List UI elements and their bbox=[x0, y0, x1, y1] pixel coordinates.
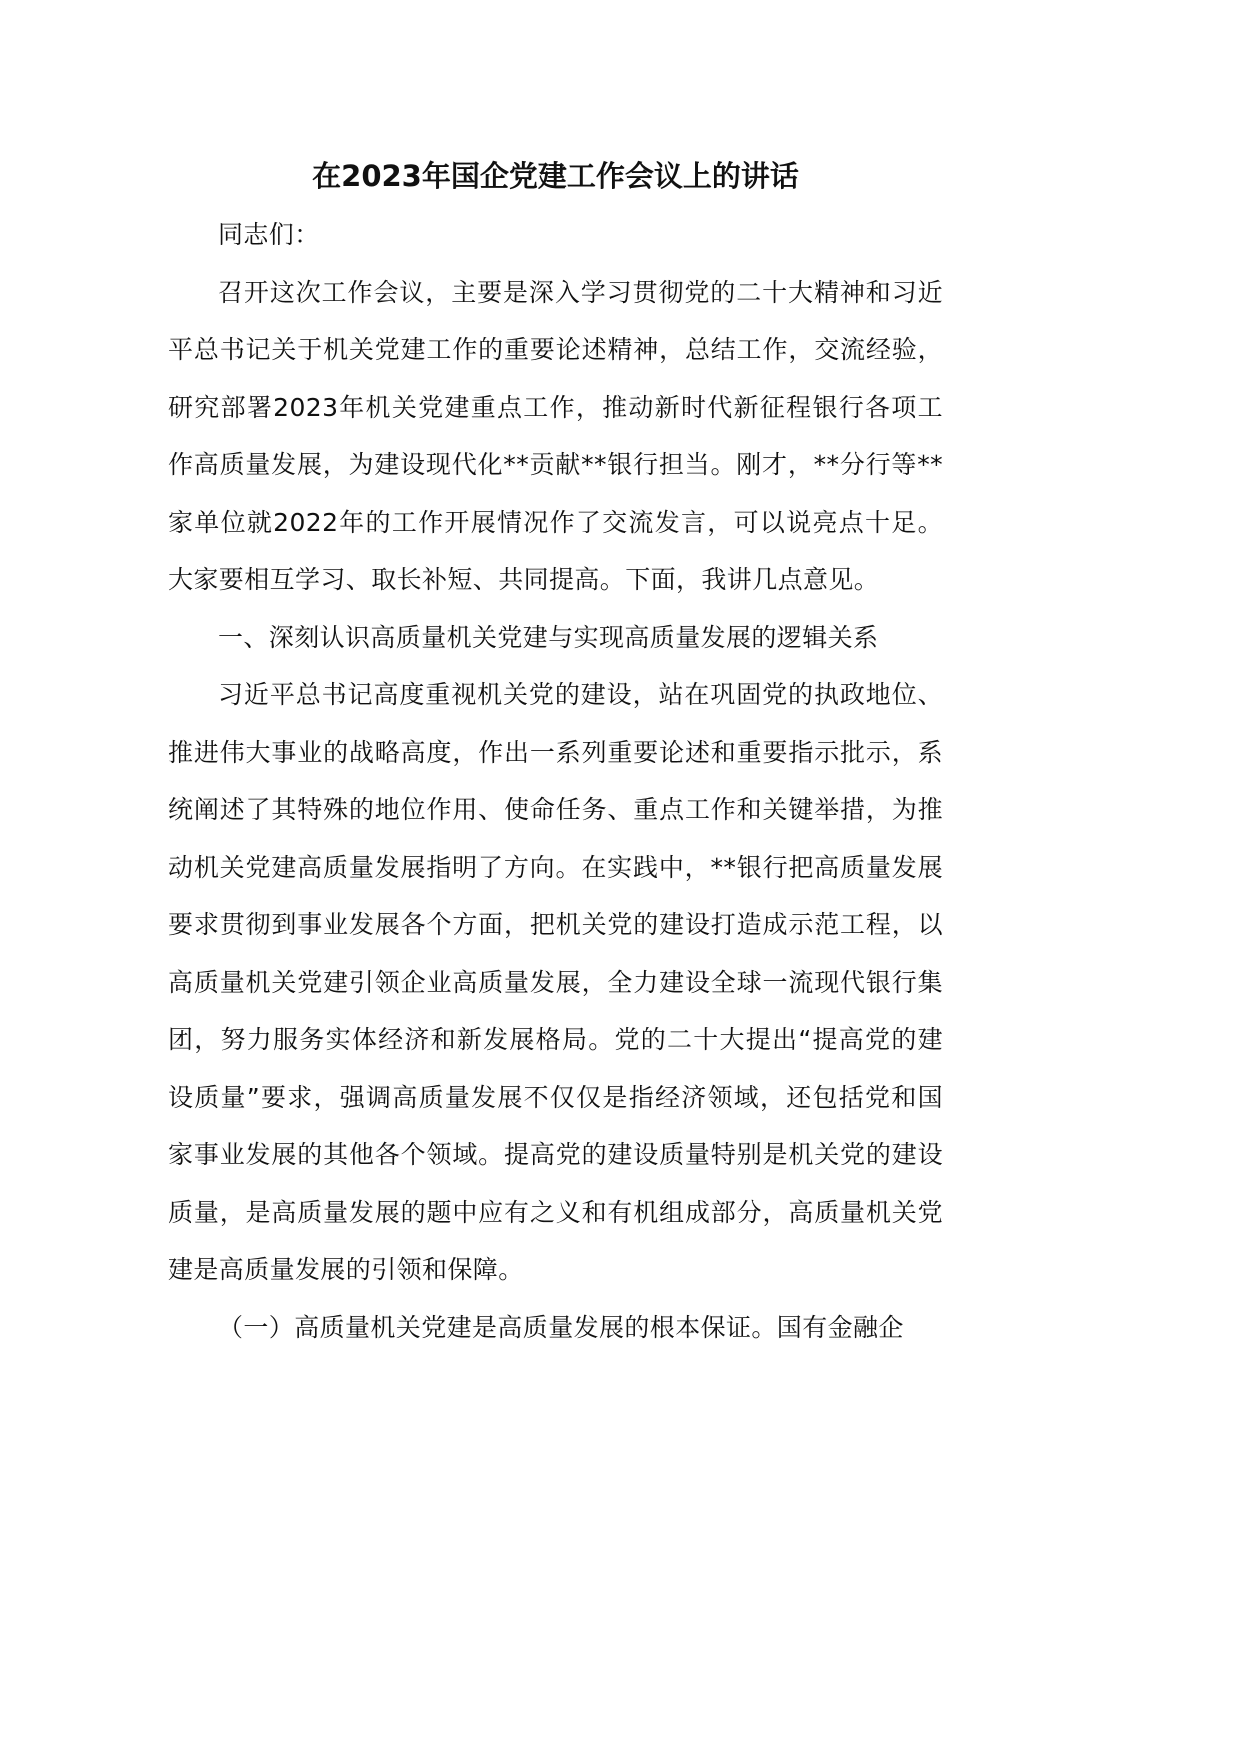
intro-paragraph: 召开这次工作会议，主要是深入学习贯彻党的二十大精神和习近平总书记关于机关党建工作的重要论述精神，总结工作，交流经验，研究部署2023年机关党建重点工作，推动新时代新征程银行各项工作高质量发展，为建设现代化**贡献**银行担当。刚才，**分行等**家单位就2022年的工作开展情况作了交流发言，可以说亮点十足。大家要相互学习、取长补短、共同提高。下面，我讲几点意见。 bbox=[168, 277, 943, 594]
salutation: 同志们： bbox=[218, 220, 320, 249]
body-paragraph: 习近平总书记高度重视机关党的建设，站在巩固党的执政地位、推进伟大事业的战略高度，作出一系列重要论述和重要指示批示，系统阐述了其特殊的地位作用、使命任务、重点工作和关键举措，为推动机关党建高质量发展指明了方向。在实践中，**银行把高质量发展要求贯彻到事业发展各个方面，把机关党的建设打造成示范工程，以高质量机关党建引领企业高质量发展，全力建设全球一流现代银行集团，努力服务实体经济和新发展格局。党的二十大提出“提高党的建设质量”要求，强调高质量发展不仅仅是指经济领域，还包括党和国家事业发展的其他各个领域。提高党的建设质量特别是机关党的建设质量，是高质量发展的题中应有之义和有机组成部分，高质量机关党建是高质量发展的引领和保障。 bbox=[168, 680, 943, 1284]
document-title: 在2023年国企党建工作会议上的讲话 bbox=[312, 159, 799, 193]
section-heading-1: 一、深刻认识高质量机关党建与实现高质量发展的逻辑关系 bbox=[218, 622, 879, 652]
subsection-paragraph-1: （一）高质量机关党建是高质量发展的根本保证。国有金融企 bbox=[218, 1312, 904, 1342]
document-page bbox=[168, 150, 943, 1356]
